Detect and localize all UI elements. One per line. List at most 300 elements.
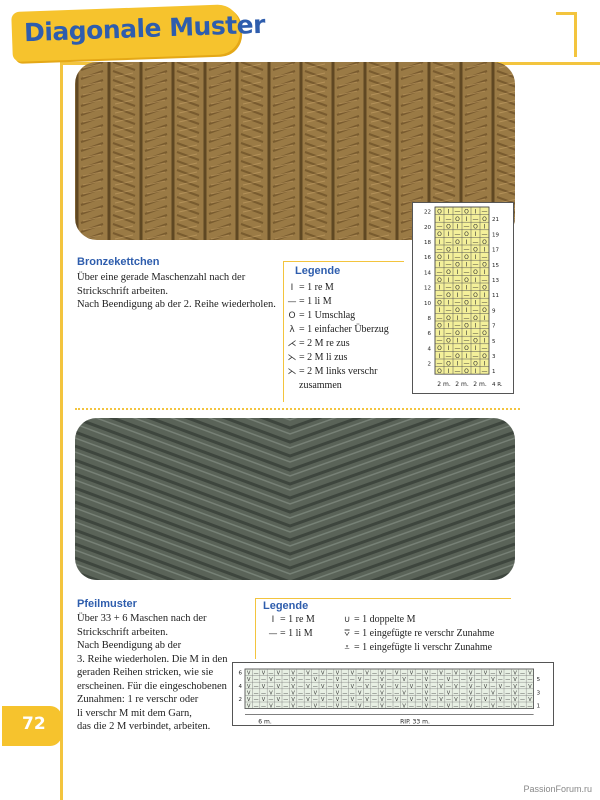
svg-text:—: — — [490, 683, 496, 690]
svg-text:—: — — [305, 690, 311, 697]
knit-photo-pfeilmuster — [75, 418, 515, 580]
svg-text:—: — — [505, 690, 511, 697]
legend1-item — [285, 310, 355, 322]
pattern2-line: Zunahmen: 1 re verschr oder — [77, 694, 199, 705]
svg-text:—: — — [483, 703, 488, 710]
svg-text:O: O — [464, 299, 469, 307]
svg-text:—: — — [409, 677, 414, 684]
chart1-row-label: 5 — [492, 338, 496, 345]
svg-text:—: — — [481, 345, 488, 353]
svg-text:O: O — [464, 368, 469, 375]
svg-text:—: — — [275, 703, 281, 710]
svg-text:—: — — [268, 697, 274, 703]
svg-text:I: I — [456, 269, 459, 277]
svg-text:—: — — [394, 703, 400, 710]
chart1-row-label: 12 — [424, 285, 431, 292]
pattern2-line: das die 2 M verbindet, arbeiten. — [77, 721, 211, 732]
legend-symbol-icon: I — [271, 615, 275, 625]
svg-text:—: — — [386, 677, 392, 684]
svg-text:—: — — [497, 703, 503, 710]
svg-text:—: — — [475, 670, 481, 677]
svg-text:—: — — [261, 677, 266, 684]
legend-symbol-icon: ⋌ — [287, 339, 297, 349]
legend1-item — [285, 338, 350, 350]
svg-text:—: — — [481, 254, 488, 261]
svg-text:—: — — [305, 677, 311, 684]
page-title: Diagonale Muster — [23, 9, 266, 48]
svg-text:—: — — [445, 216, 452, 223]
svg-text:—: — — [409, 690, 414, 697]
legend-label: zusammen — [299, 380, 342, 391]
svg-text:—: — — [357, 697, 363, 703]
svg-text:O: O — [455, 352, 460, 360]
svg-text:—: — — [320, 690, 326, 697]
legend-symbol-icon: ∪ — [343, 615, 351, 625]
svg-text:—: — — [372, 683, 377, 690]
chart2-row-label: 2 — [238, 697, 242, 703]
svg-text:—: — — [298, 670, 303, 677]
chart2-repeat-left: 6 m. — [258, 718, 272, 725]
svg-text:—: — — [481, 231, 488, 239]
svg-text:—: — — [416, 683, 422, 690]
svg-text:—: — — [401, 670, 407, 677]
svg-text:I: I — [456, 223, 459, 231]
svg-text:V: V — [313, 703, 318, 710]
svg-text:—: — — [460, 670, 466, 677]
svg-text:—: — — [357, 683, 363, 690]
svg-text:—: — — [386, 670, 392, 677]
svg-text:—: — — [475, 690, 481, 697]
chart1-row-label: 17 — [492, 247, 499, 254]
svg-text:I: I — [465, 238, 468, 246]
legend2-item — [340, 614, 415, 626]
legend-symbol-icon: O — [288, 311, 296, 321]
legend2-item — [340, 628, 494, 640]
svg-text:—: — — [261, 703, 266, 710]
svg-text:O: O — [455, 330, 460, 337]
svg-text:V: V — [380, 703, 384, 710]
svg-text:I: I — [438, 261, 441, 269]
svg-text:—: — — [253, 683, 259, 690]
pattern2-line: erscheinen. Für die eingeschobenen — [77, 680, 227, 692]
svg-text:O: O — [455, 307, 460, 315]
svg-text:I: I — [483, 246, 486, 254]
svg-text:V: V — [276, 697, 281, 703]
svg-text:I: I — [438, 330, 441, 337]
svg-text:V: V — [380, 677, 384, 684]
svg-text:O: O — [482, 238, 487, 246]
svg-text:—: — — [472, 330, 479, 337]
svg-text:V: V — [291, 697, 295, 703]
svg-text:V: V — [439, 683, 443, 690]
svg-text:—: — — [520, 690, 525, 697]
svg-text:O: O — [464, 345, 469, 353]
svg-text:V: V — [498, 697, 503, 703]
svg-text:V: V — [528, 697, 532, 703]
knitting-chart-bronzekettchen — [412, 202, 514, 394]
svg-text:O: O — [446, 269, 451, 277]
svg-text:—: — — [283, 670, 289, 677]
svg-text:—: — — [327, 670, 333, 677]
svg-text:—: — — [475, 703, 481, 710]
legend2-item — [340, 642, 492, 654]
pattern1-line-3: Nach Beendigung ab der 2. Reihe wiederholen. — [77, 299, 276, 310]
svg-text:I: I — [447, 254, 450, 261]
svg-text:O: O — [437, 231, 442, 239]
svg-text:—: — — [268, 670, 274, 677]
svg-text:—: — — [298, 703, 303, 710]
svg-text:—: — — [409, 703, 414, 710]
svg-text:V: V — [439, 670, 443, 677]
svg-text:I: I — [456, 337, 459, 345]
svg-text:V: V — [380, 683, 384, 690]
svg-text:—: — — [364, 690, 370, 697]
svg-text:I: I — [456, 246, 459, 254]
svg-text:O: O — [437, 299, 442, 307]
svg-text:—: — — [463, 292, 470, 299]
svg-text:O: O — [482, 307, 487, 315]
chart1-row-label: 4 — [427, 346, 431, 353]
svg-text:—: — — [431, 690, 437, 697]
svg-text:V: V — [335, 677, 340, 684]
svg-text:—: — — [446, 670, 451, 677]
svg-text:O: O — [446, 360, 451, 368]
svg-text:—: — — [520, 703, 525, 710]
chart1-repeat-label: 2 m. — [473, 381, 487, 389]
svg-text:—: — — [505, 677, 511, 684]
legend-symbol-icon: ⋋ — [287, 367, 297, 377]
svg-text:V: V — [291, 677, 295, 684]
svg-text:I: I — [474, 231, 477, 239]
legend-label: = 2 M re zus — [299, 338, 350, 349]
chart1-row-label: 9 — [492, 308, 496, 315]
svg-text:—: — — [438, 703, 444, 710]
svg-text:V: V — [491, 703, 495, 710]
svg-text:V: V — [491, 690, 495, 697]
svg-text:V: V — [380, 690, 384, 697]
svg-text:—: — — [364, 703, 370, 710]
svg-text:V: V — [513, 670, 517, 677]
svg-text:—: — — [453, 703, 459, 710]
svg-text:O: O — [464, 254, 469, 261]
svg-text:O: O — [482, 216, 487, 223]
svg-text:—: — — [497, 677, 503, 684]
svg-text:V: V — [491, 677, 495, 684]
svg-text:O: O — [455, 216, 460, 223]
svg-text:—: — — [463, 314, 470, 322]
svg-text:—: — — [436, 292, 443, 299]
page-number: 72 — [22, 714, 46, 734]
svg-text:—: — — [453, 677, 459, 684]
svg-text:I: I — [483, 360, 486, 368]
svg-text:—: — — [431, 683, 437, 690]
svg-text:O: O — [455, 238, 460, 246]
svg-text:—: — — [445, 330, 452, 337]
svg-text:—: — — [401, 683, 407, 690]
pattern1-title: Bronzekettchen — [77, 256, 160, 268]
pattern1-line-1: Über eine gerade Maschenzahl nach der — [77, 272, 246, 283]
svg-text:V: V — [320, 683, 325, 690]
svg-text:—: — — [472, 238, 479, 246]
chart1-row-label: 20 — [424, 224, 431, 231]
svg-text:I: I — [465, 330, 468, 337]
svg-text:—: — — [253, 703, 259, 710]
svg-text:—: — — [342, 697, 348, 703]
legend-symbol-icon: I — [290, 283, 294, 293]
svg-text:—: — — [416, 670, 422, 677]
svg-text:I: I — [474, 299, 477, 307]
legend2-title: Legende — [263, 600, 309, 612]
pattern2-line: geraden Reihen stricken, wie sie — [77, 667, 214, 678]
svg-text:O: O — [482, 284, 487, 292]
legend2-item — [266, 628, 313, 640]
svg-text:—: — — [372, 677, 377, 684]
svg-text:—: — — [481, 299, 488, 307]
watermark: PassionForum.ru — [523, 784, 592, 794]
svg-text:—: — — [490, 670, 496, 677]
svg-text:V: V — [468, 670, 473, 677]
svg-text:V: V — [394, 683, 399, 690]
svg-text:V: V — [306, 670, 310, 677]
svg-text:—: — — [436, 223, 443, 231]
svg-text:V: V — [528, 683, 532, 690]
legend1-item — [285, 324, 389, 336]
svg-text:I: I — [447, 299, 450, 307]
svg-text:—: — — [253, 677, 259, 684]
svg-text:V: V — [454, 670, 458, 677]
svg-text:V: V — [446, 690, 451, 697]
svg-text:—: — — [342, 703, 348, 710]
svg-text:O: O — [437, 276, 442, 284]
svg-text:—: — — [283, 690, 289, 697]
chart1-row-label: 16 — [424, 255, 431, 262]
svg-text:I: I — [474, 345, 477, 353]
svg-text:V: V — [350, 683, 355, 690]
svg-text:V: V — [365, 683, 369, 690]
svg-text:—: — — [460, 690, 466, 697]
svg-text:—: — — [463, 269, 470, 277]
svg-text:O: O — [446, 223, 451, 231]
chart1-row-label: 8 — [427, 316, 431, 322]
svg-text:—: — — [327, 690, 333, 697]
pattern2-title: Pfeilmuster — [77, 598, 137, 610]
svg-text:—: — — [342, 670, 348, 677]
svg-text:—: — — [445, 352, 452, 360]
chart2-row-label: 4 — [238, 683, 242, 690]
svg-text:V: V — [402, 690, 406, 697]
page-border-left — [60, 62, 63, 800]
svg-text:V: V — [269, 703, 273, 710]
svg-text:I: I — [483, 223, 486, 231]
svg-text:—: — — [520, 670, 525, 677]
svg-text:O: O — [473, 246, 478, 254]
svg-text:—: — — [268, 683, 274, 690]
svg-text:O: O — [464, 208, 469, 216]
svg-text:—: — — [431, 703, 437, 710]
svg-text:I: I — [465, 216, 468, 223]
svg-text:O: O — [437, 322, 442, 330]
legend2-item — [266, 614, 315, 626]
legend1-item — [285, 296, 332, 308]
svg-text:V: V — [335, 690, 340, 697]
svg-text:—: — — [431, 670, 437, 677]
svg-text:O: O — [446, 246, 451, 254]
svg-text:—: — — [460, 677, 466, 684]
svg-text:O: O — [446, 337, 451, 345]
svg-text:V: V — [320, 670, 325, 677]
svg-text:—: — — [372, 697, 377, 703]
svg-text:—: — — [327, 683, 333, 690]
svg-text:V: V — [409, 670, 414, 677]
svg-text:I: I — [465, 352, 468, 360]
svg-text:V: V — [513, 697, 517, 703]
legend-label: = 1 li M — [280, 628, 313, 639]
svg-text:V: V — [424, 683, 429, 690]
svg-text:—: — — [342, 690, 348, 697]
svg-text:—: — — [472, 307, 479, 315]
svg-text:—: — — [472, 216, 479, 223]
svg-text:—: — — [327, 703, 333, 710]
chart1-row-label: 11 — [492, 293, 499, 300]
svg-text:O: O — [473, 360, 478, 368]
svg-text:O: O — [473, 292, 478, 299]
legend-label: = 1 doppelte M — [354, 614, 416, 625]
svg-text:I: I — [483, 337, 486, 345]
chart2-row-label: 1 — [536, 703, 541, 710]
legend-symbol-icon: ⋋ — [287, 353, 297, 363]
svg-text:O: O — [437, 254, 442, 261]
svg-text:I: I — [438, 238, 441, 246]
svg-text:—: — — [357, 670, 363, 677]
pattern1-line-2: Strickschrift arbeiten. — [77, 285, 168, 297]
svg-text:V: V — [513, 677, 517, 684]
svg-text:—: — — [463, 246, 470, 254]
svg-text:—: — — [453, 690, 459, 697]
legend1-item — [285, 366, 377, 378]
chart1-row-label: 22 — [424, 209, 431, 216]
svg-text:—: — — [431, 697, 437, 703]
svg-text:I: I — [474, 368, 477, 375]
svg-text:I: I — [447, 276, 450, 284]
svg-text:—: — — [283, 697, 289, 703]
svg-text:V: V — [394, 697, 399, 703]
svg-text:O: O — [473, 269, 478, 277]
legend-symbol-icon: — — [268, 629, 278, 639]
svg-text:—: — — [475, 683, 481, 690]
svg-text:I: I — [438, 216, 441, 223]
svg-text:O: O — [446, 314, 451, 322]
svg-text:V: V — [313, 690, 318, 697]
svg-text:I: I — [447, 345, 450, 353]
svg-text:V: V — [468, 677, 473, 684]
svg-text:—: — — [386, 697, 392, 703]
svg-text:—: — — [472, 352, 479, 360]
svg-text:V: V — [261, 697, 266, 703]
svg-text:—: — — [349, 690, 355, 697]
svg-text:—: — — [386, 683, 392, 690]
svg-text:I: I — [447, 208, 450, 216]
svg-text:V: V — [513, 690, 517, 697]
svg-text:O: O — [464, 276, 469, 284]
legend-symbol-icon: — — [287, 297, 297, 307]
svg-text:I: I — [456, 292, 459, 299]
legend1-item — [285, 380, 342, 392]
svg-text:V: V — [402, 703, 406, 710]
svg-text:V: V — [291, 690, 295, 697]
chart1-row-label: 14 — [424, 270, 431, 277]
chart1-row-label: 18 — [424, 240, 431, 246]
svg-text:V: V — [291, 703, 295, 710]
svg-text:—: — — [261, 690, 266, 697]
svg-text:V: V — [424, 697, 429, 703]
svg-text:V: V — [306, 683, 310, 690]
svg-text:—: — — [394, 677, 400, 684]
svg-text:V: V — [468, 697, 473, 703]
svg-text:V: V — [276, 683, 281, 690]
knit-texture-grey — [75, 418, 515, 580]
svg-text:V: V — [335, 703, 340, 710]
chart2-row-label: 6 — [238, 670, 242, 677]
legend1-item — [285, 352, 347, 364]
svg-text:—: — — [460, 683, 466, 690]
svg-text:—: — — [445, 261, 452, 269]
svg-text:V: V — [513, 703, 517, 710]
svg-text:—: — — [436, 269, 443, 277]
pattern2-line: li verschr M mit dem Garn, — [77, 707, 192, 719]
svg-text:—: — — [454, 231, 461, 239]
chart1-row-label: 1 — [492, 369, 496, 376]
svg-text:—: — — [463, 223, 470, 231]
svg-text:—: — — [505, 703, 511, 710]
svg-text:V: V — [483, 670, 488, 677]
svg-text:—: — — [505, 697, 511, 703]
svg-text:V: V — [246, 677, 251, 684]
svg-text:O: O — [446, 292, 451, 299]
svg-text:V: V — [424, 677, 429, 684]
svg-text:—: — — [253, 670, 259, 677]
svg-text:—: — — [283, 683, 289, 690]
svg-text:V: V — [269, 690, 273, 697]
svg-text:—: — — [305, 703, 311, 710]
svg-text:—: — — [436, 314, 443, 322]
svg-text:—: — — [446, 697, 451, 703]
svg-text:—: — — [454, 208, 461, 216]
svg-text:—: — — [463, 337, 470, 345]
chart2-repeat-right: RIP. 33 m. — [400, 718, 430, 725]
svg-text:—: — — [342, 683, 348, 690]
svg-text:—: — — [520, 677, 525, 684]
svg-text:V: V — [380, 697, 384, 703]
svg-text:I: I — [483, 269, 486, 277]
svg-text:O: O — [455, 284, 460, 292]
svg-text:—: — — [527, 677, 533, 684]
svg-text:V: V — [446, 703, 451, 710]
chart1-row-label: 7 — [492, 323, 496, 330]
svg-text:I: I — [456, 314, 459, 322]
svg-text:I: I — [465, 284, 468, 292]
svg-text:—: — — [454, 345, 461, 353]
svg-text:V: V — [513, 683, 517, 690]
svg-text:—: — — [320, 677, 326, 684]
svg-text:—: — — [436, 246, 443, 254]
svg-text:—: — — [472, 284, 479, 292]
svg-text:—: — — [298, 677, 303, 684]
svg-text:—: — — [505, 670, 511, 677]
svg-text:V: V — [380, 670, 384, 677]
chart1-row-label: 2 — [427, 361, 431, 368]
chart1-repeat-label: 2 m. — [437, 381, 451, 389]
svg-text:—: — — [454, 254, 461, 261]
